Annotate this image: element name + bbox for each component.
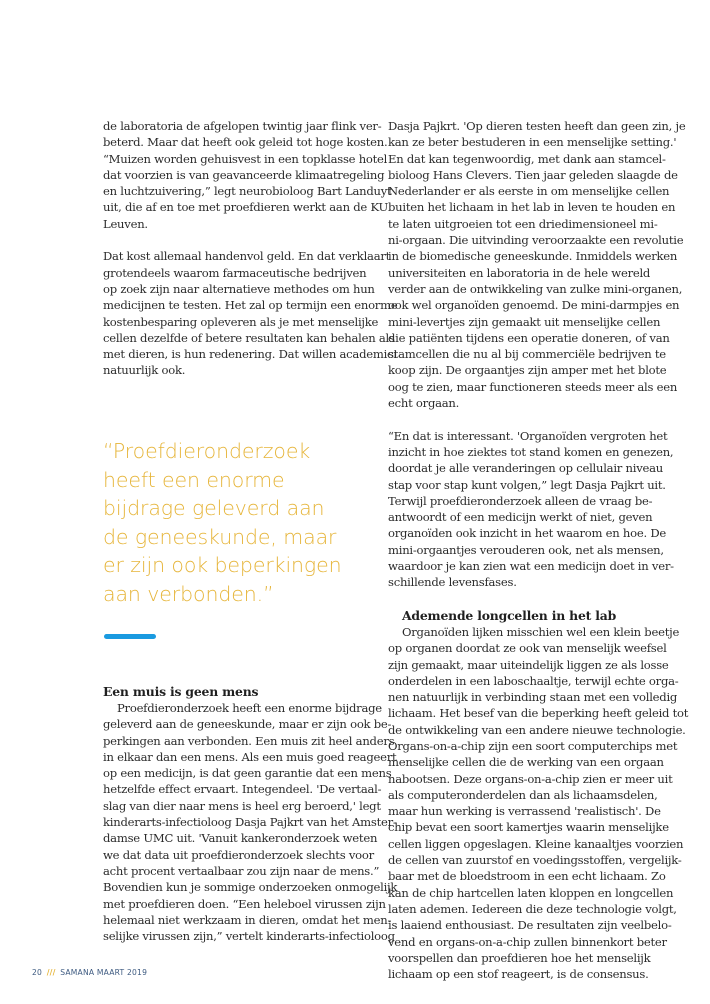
text-line: de cellen van zuurstof en voedingsstoffen, vergelijk- bbox=[388, 853, 682, 868]
text-line: Proefdieronderzoek heeft een enorme bijdrage bbox=[117, 701, 382, 715]
page-footer bbox=[32, 968, 147, 977]
text-line: En dat kan tegenwoordig, met dank aan stamcel- bbox=[388, 151, 666, 166]
text-line: lichaam. Het besef van die beperking heeft geleid tot bbox=[388, 706, 689, 721]
text-line: onderdelen in een laboschaaltje, terwijl echte orga- bbox=[388, 673, 679, 688]
pull-quote-line: aan verbonden.” bbox=[103, 581, 274, 606]
text-line: vend en organs-on-a-chip zullen binnenkort beter bbox=[388, 934, 667, 949]
text-line: selijke virussen zijn,” vertelt kinderarts-infectioloog bbox=[103, 929, 395, 944]
text-line: kan ze beter bestuderen in een menselijke setting.' bbox=[388, 135, 677, 150]
text-line: de ontwikkeling van een andere nieuwe technologie. bbox=[388, 722, 686, 737]
text-line: antwoordt of een medicijn werkt of niet, geven bbox=[388, 510, 653, 525]
text-line: doordat je alle veranderingen op cellulair niveau bbox=[388, 461, 663, 476]
text-line: medicijnen te testen. Het zal op termijn een enorme bbox=[103, 298, 398, 313]
text-line: cellen dezelfde of betere resultaten kan behalen als bbox=[103, 330, 395, 345]
text-line: schillende levensfases. bbox=[388, 575, 517, 590]
section-heading: Een muis is geen mens bbox=[103, 684, 259, 699]
text-line: stamcellen die nu al bij commerciële bedrijven te bbox=[388, 347, 666, 362]
organoid-paragraph bbox=[388, 118, 686, 411]
text-line: perkingen aan verbonden. Een muis zit heel anders bbox=[103, 733, 395, 748]
cost-paragraph bbox=[103, 248, 398, 378]
text-line: nen natuurlijk in verbinding staan met een volledig bbox=[388, 690, 678, 705]
text-line: op een medicijn, is dat geen garantie dat een mens bbox=[103, 766, 392, 781]
pull-quote-divider bbox=[104, 634, 156, 639]
text-line: Organoïden lijken misschien wel een klein beetje bbox=[402, 624, 680, 639]
text-line: geleverd aan de geneeskunde, maar er zijn ook be- bbox=[103, 717, 392, 732]
text-line: in de biomedische geneeskunde. Inmiddels werken bbox=[388, 249, 678, 264]
pull-quote bbox=[103, 437, 393, 609]
text-line: chip bevat een soort kamertjes waarin menselijke bbox=[388, 820, 669, 835]
text-line: met proefdieren doen. “Een heleboel virussen zijn bbox=[103, 896, 386, 911]
interesting-paragraph bbox=[388, 428, 673, 591]
intro-paragraph bbox=[103, 118, 392, 232]
text-line: die patiënten tijdens een operatie doneren, of van bbox=[388, 330, 670, 345]
text-line: waardoor je kan zien wat een medicijn doet in ver- bbox=[388, 559, 674, 574]
text-line: op organen doordat ze ook van menselijk weefsel bbox=[388, 641, 667, 656]
text-line: kan de chip hartcellen laten kloppen en longcellen bbox=[388, 885, 674, 900]
footer-separator: /// bbox=[46, 968, 56, 977]
text-line: menselijke cellen die de werking van een orgaan bbox=[388, 755, 664, 770]
section-heading: Ademende longcellen in het lab bbox=[402, 607, 617, 623]
text-line: “Muizen worden gehuisvest in een topklasse hotel bbox=[103, 151, 388, 166]
text-line: ni-orgaan. Die uitvinding veroorzaakte een revolutie bbox=[388, 233, 684, 248]
text-line: zijn gemaakt, maar uiteindelijk liggen ze als losse bbox=[388, 657, 669, 672]
text-line: grotendeels waarom farmaceutische bedrijven bbox=[103, 265, 367, 280]
text-line: maar hun werking is verrassend 'realistisch'. De bbox=[388, 804, 661, 819]
text-line: Organs-on-a-chip zijn een soort computerchips met bbox=[388, 738, 678, 753]
pull-quote-line: bijdrage geleverd aan bbox=[103, 496, 325, 521]
text-line: voorspellen dan proefdieren hoe het menselijk bbox=[388, 950, 651, 965]
text-line: oog te zien, maar functioneren steeds meer als een bbox=[388, 379, 678, 394]
page-number: 20 bbox=[32, 968, 43, 977]
text-line: en luchtzuivering,” legt neurobioloog Bart Landuyt bbox=[103, 184, 392, 199]
text-line: de laboratoria de afgelopen twintig jaar flink ver- bbox=[103, 119, 382, 133]
text-line: lichaam op een stof reageert, is de consensus. bbox=[388, 967, 649, 982]
text-line: Leuven. bbox=[103, 216, 148, 231]
text-line: cellen liggen opgeslagen. Kleine kanaaltjes voorzien bbox=[388, 836, 684, 851]
text-line: organoïden ook inzicht in het waarom en hoe. De bbox=[388, 526, 666, 541]
text-line: met dieren, is hun redenering. Dat willen academici bbox=[103, 347, 397, 362]
right-column bbox=[388, 118, 689, 982]
text-line: Bovendien kun je sommige onderzoeken onmogelijk bbox=[103, 880, 398, 895]
text-line: kostenbesparing opleveren als je met menselijke bbox=[103, 314, 379, 329]
text-line: inzicht in hoe ziektes tot stand komen en genezen, bbox=[388, 444, 674, 459]
text-line: mini-levertjes zijn gemaakt uit menselijke cellen bbox=[388, 314, 661, 329]
text-line: hetzelfde effect ervaart. Integendeel. 'De vertaal- bbox=[103, 782, 382, 797]
pull-quote-line: heeft een enorme bbox=[103, 467, 285, 492]
text-line: slag van dier naar mens is heel erg beroerd,' legt bbox=[103, 798, 381, 813]
text-line: mini-orgaantjes verouderen ook, net als mensen, bbox=[388, 542, 664, 557]
publication-name: SAMANA MAART 2019 bbox=[60, 968, 148, 977]
text-line: buiten het lichaam in het lab in leven te houden en bbox=[388, 200, 676, 215]
text-line: beterd. Maar dat heeft ook geleid tot hoge kosten. bbox=[103, 135, 388, 150]
text-line: als computeronderdelen dan als lichaamsdelen, bbox=[388, 787, 658, 802]
text-line: uit, die af en toe met proefdieren werkt aan de KU bbox=[103, 200, 388, 215]
left-section bbox=[103, 683, 398, 944]
text-line: verder aan de ontwikkeling van zulke mini-organen, bbox=[388, 281, 683, 296]
text-line: natuurlijk ook. bbox=[103, 363, 186, 378]
text-line: we dat data uit proefdieronderzoek slechts voor bbox=[103, 847, 374, 862]
text-line: Dat kost allemaal handenvol geld. En dat verklaart bbox=[103, 249, 391, 264]
text-line: Dasja Pajkrt. 'Op dieren testen heeft dan geen zin, je bbox=[388, 119, 686, 133]
text-line: universiteiten en laboratoria in de hele wereld bbox=[388, 265, 651, 280]
pull-quote-line: er zijn ook beperkingen bbox=[103, 553, 342, 578]
section-paragraph bbox=[103, 700, 398, 944]
text-line: stap voor stap kunt volgen,” legt Dasja Pajkrt uit. bbox=[388, 477, 666, 492]
text-line: Terwijl proefdieronderzoek alleen de vraag be- bbox=[388, 493, 653, 508]
left-column bbox=[103, 118, 398, 395]
text-line: Nederlander er als eerste in om menselijke cellen bbox=[388, 184, 670, 199]
text-line: acht procent vertaalbaar zou zijn naar de mens.” bbox=[103, 863, 380, 878]
pull-quote-line: de geneeskunde, maar bbox=[103, 524, 337, 549]
pull-quote-line: “Proefdieronderzoek bbox=[103, 439, 311, 463]
text-line: dat voorzien is van geavanceerde klimaatregeling bbox=[103, 167, 385, 182]
text-line: kinderarts-infectioloog Dasja Pajkrt van het Amster- bbox=[103, 815, 397, 830]
text-line: is laaiend enthousiast. De resultaten zijn veelbelo- bbox=[388, 918, 672, 933]
text-line: te laten uitgroeien tot een driedimensioneel mi- bbox=[388, 216, 658, 231]
text-line: nabootsen. Deze organs-on-a-chip zien er meer uit bbox=[388, 771, 673, 786]
text-line: “En dat is interessant. 'Organoïden vergroten het bbox=[388, 428, 668, 443]
text-line: bioloog Hans Clevers. Tien jaar geleden slaagde de bbox=[388, 167, 678, 182]
text-line: koop zijn. De orgaantjes zijn amper met het blote bbox=[388, 363, 667, 378]
text-line: ook wel organoïden genoemd. De mini-darmpjes en bbox=[388, 298, 680, 313]
text-line: echt orgaan. bbox=[388, 396, 460, 411]
text-line: in elkaar dan een mens. Als een muis goed reageert bbox=[103, 749, 397, 764]
section-paragraph bbox=[388, 624, 689, 983]
text-line: helemaal niet werkzaam in dieren, omdat het men- bbox=[103, 912, 392, 927]
text-line: damse UMC uit. 'Vanuit kankeronderzoek weten bbox=[103, 831, 378, 846]
text-line: laten ademen. Iedereen die deze technologie volgt, bbox=[388, 901, 677, 916]
text-line: op zoek zijn naar alternatieve methodes om hun bbox=[103, 281, 375, 296]
text-line: baar met de bloedstroom in een echt lichaam. Zo bbox=[388, 869, 666, 884]
